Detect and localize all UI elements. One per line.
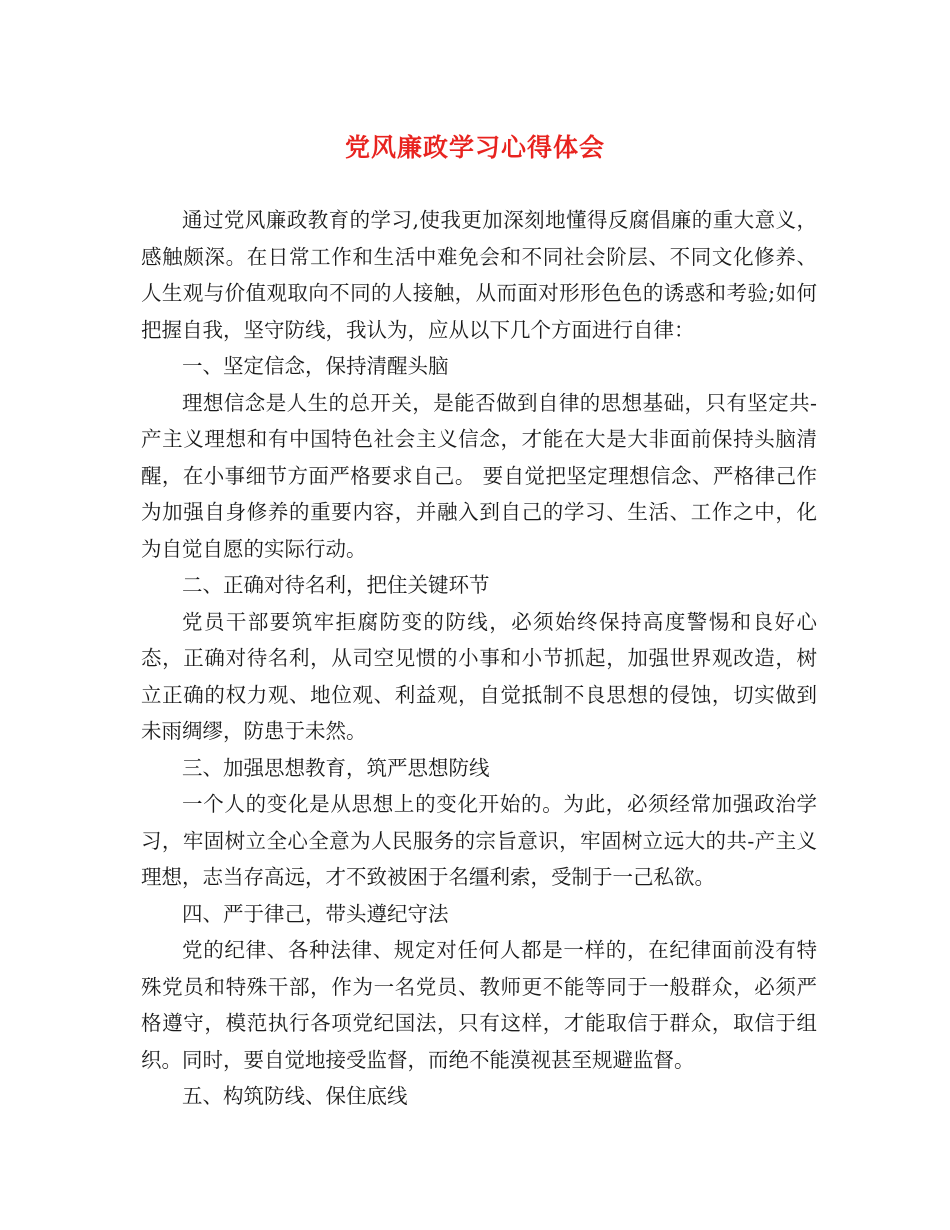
section-heading-5: 五、构筑防线、保住底线 xyxy=(182,1084,408,1108)
section-heading-2: 二、正确对待名利，把住关键环节 xyxy=(182,573,490,597)
intro-paragraph: 通过党风廉政教育的学习,使我更加深刻地懂得反腐倡廉的重大意义，感触颇深。在日常工作和生活中难免会和不同社会阶层、不同文化修养、人生观与价值观取向不同的人接触，从而面对形形色色的诱惑和考验;如何把握自我，坚守防线，我认为，应从以下几个方面进行自律： xyxy=(141,208,817,342)
section-paragraph-2: 党员干部要筑牢拒腐防变的防线，必须始终保持高度警惕和良好心态，正确对待名利，从司空见惯的小事和小节抓起，加强世界观改造，树立正确的权力观、地位观、利益观，自觉抵制不良思想的侵蚀，切实做到未雨绸缪，防患于未然。 xyxy=(141,609,817,743)
section-paragraph-4: 党的纪律、各种法律、规定对任何人都是一样的，在纪律面前没有特殊党员和特殊干部，作为一名党员、教师更不能等同于一般群众，必须严格遵守，模范执行各项党纪国法，只有这样，才能取信于群众，取信于组织。同时，要自觉地接受监督，而绝不能漠视甚至规避监督。 xyxy=(141,938,817,1072)
section-paragraph-3: 一个人的变化是从思想上的变化开始的。为此，必须经常加强政治学习，牢固树立全心全意为人民服务的宗旨意识，牢固树立远大的共-产主义理想，志当存高远，才不致被困于名缰利索，受制于一己私欲。 xyxy=(141,792,817,889)
section-heading-4: 四、严于律己，带头遵纪守法 xyxy=(182,901,449,926)
section-paragraph-1: 理想信念是人生的总开关，是能否做到自律的思想基础，只有坚定共-产主义理想和有中国特色社会主义信念，才能在大是大非面前保持头脑清醒，在小事细节方面严格要求自己。 要自觉把坚定理想信念、严格律己作为加强自身修养的重要内容，并融入到自己的学习、生活、工作之中，化为自觉自愿的实际行动。 xyxy=(141,390,817,561)
page-title: 党风廉政学习心得体会 xyxy=(344,133,605,162)
section-heading-1: 一、坚定信念，保持清醒头脑 xyxy=(182,354,449,378)
section-heading-3: 三、加强思想教育，筑严思想防线 xyxy=(182,755,490,780)
document-body xyxy=(141,202,817,1115)
